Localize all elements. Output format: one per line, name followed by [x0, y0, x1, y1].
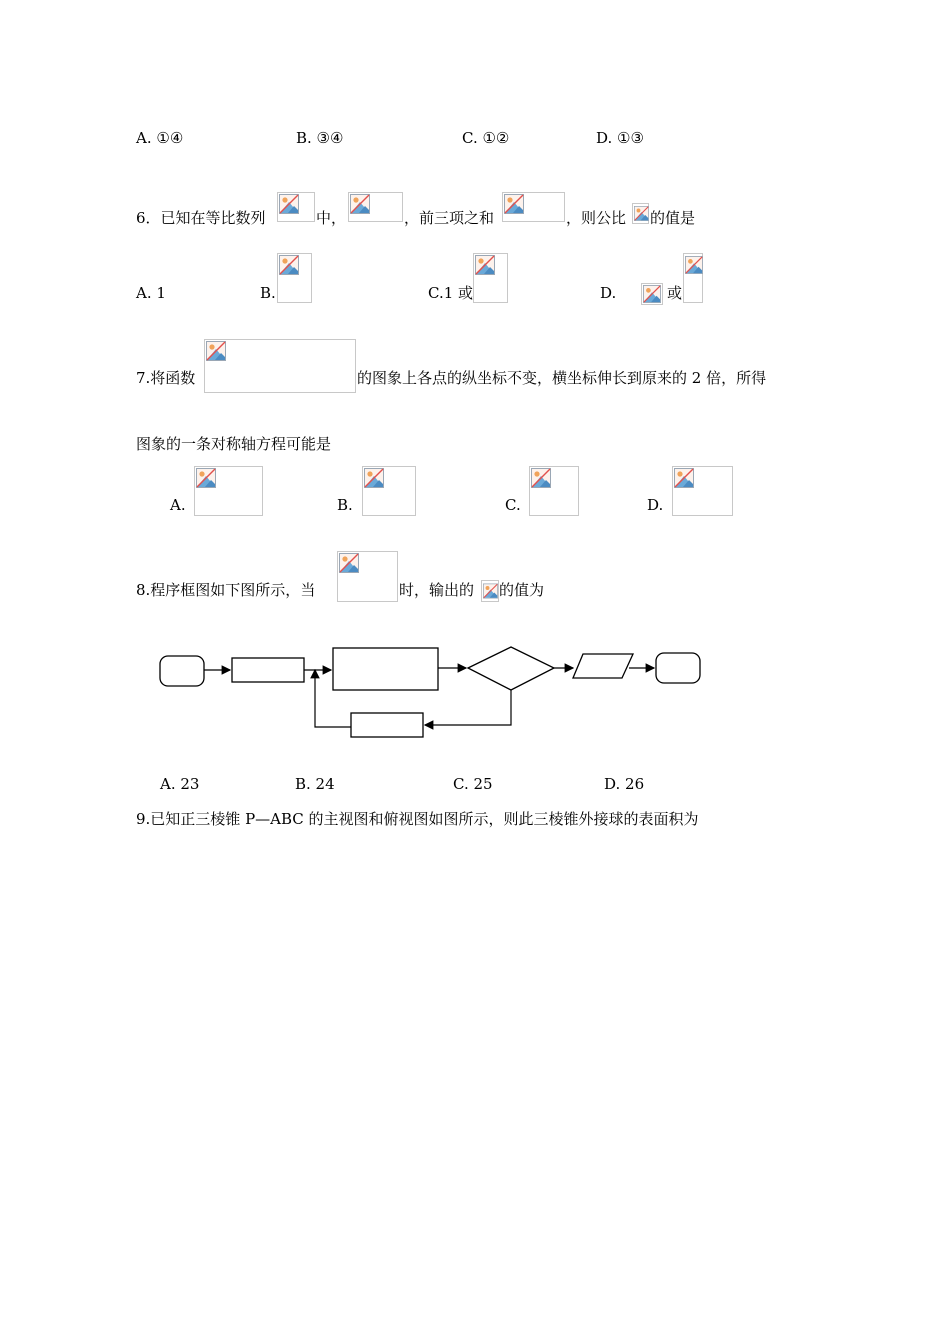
q7-option-a: A.: [170, 496, 186, 514]
q6-stem-part1: 6．已知在等比数列: [136, 209, 266, 227]
broken-image-icon: [364, 468, 384, 488]
q6-option-c: C.1 或: [428, 284, 474, 302]
q8-stem-part2: 时，输出的: [399, 581, 475, 599]
q6-option-d-or: 或: [667, 284, 683, 302]
q8-option-a: A. 23: [160, 775, 200, 793]
flow-init-box: [232, 658, 304, 682]
q5-option-a: A. ①④: [136, 129, 184, 147]
q7-option-c: C.: [505, 496, 521, 514]
flow-end-terminal: [656, 653, 700, 683]
broken-image-icon: [504, 194, 524, 214]
q7-formula-function: [204, 339, 356, 393]
q7-option-c-formula: [529, 466, 579, 516]
q7-stem-prefix: 7.将函数: [136, 369, 196, 387]
flow-loop-line: [425, 690, 511, 725]
flow-start-terminal: [160, 656, 204, 686]
q8-option-c: C. 25: [453, 775, 493, 793]
broken-image-icon: [339, 553, 359, 573]
q6-formula-given: [348, 192, 403, 222]
broken-image-icon: [643, 285, 661, 303]
q8-option-b: B. 24: [295, 775, 335, 793]
q8-stem-part3: 的值为: [499, 581, 545, 599]
q6-option-d: D.: [600, 284, 617, 302]
q7-option-b-formula: [362, 466, 416, 516]
q5-option-c: C. ①②: [462, 129, 510, 147]
q9-stem: 9.已知正三棱锥 P—ABC 的主视图和俯视图如图所示，则此三棱锥外接球的表面积为: [136, 810, 699, 828]
q7-stem-suffix: 的图象上各点的纵坐标不变，横坐标伸长到原来的 2 倍，所得: [357, 369, 767, 387]
q6-option-b: B.: [260, 284, 276, 302]
q6-option-d-formula1: [641, 283, 663, 305]
broken-image-icon: [279, 255, 299, 275]
flow-output-parallelogram: [573, 654, 633, 678]
q7-stem-line2: 图象的一条对称轴方程可能是: [136, 435, 332, 453]
q6-option-d-formula2: [683, 253, 703, 303]
broken-image-icon: [531, 468, 551, 488]
q6-formula-q: [632, 203, 649, 224]
q6-option-b-formula: [277, 253, 312, 303]
flow-process-box: [333, 648, 438, 690]
broken-image-icon: [685, 255, 703, 275]
q7-option-d-formula: [672, 466, 733, 516]
broken-image-icon: [634, 205, 649, 222]
q6-stem-part5: 的值是: [650, 209, 696, 227]
broken-image-icon: [206, 341, 226, 361]
q7-option-d: D.: [647, 496, 664, 514]
q7-option-b: B.: [337, 496, 353, 514]
q5-option-d: D. ①③: [596, 129, 644, 147]
q6-stem-part4: ，则公比: [566, 209, 627, 227]
q5-option-b: B. ③④: [296, 129, 344, 147]
program-flowchart: [155, 640, 715, 745]
q8-formula-output-var: [481, 580, 499, 602]
q8-stem-part1: 8.程序框图如下图所示，当: [136, 581, 316, 599]
flow-loop-box: [351, 713, 423, 737]
flow-decision-diamond: [468, 647, 554, 690]
broken-image-icon: [674, 468, 694, 488]
q6-formula-sequence: [277, 192, 315, 222]
q6-stem-part2: 中，: [316, 209, 347, 227]
q6-stem-part3: ，前三项之和: [404, 209, 495, 227]
broken-image-icon: [483, 582, 498, 600]
q8-formula-condition: [337, 551, 398, 602]
broken-image-icon: [196, 468, 216, 488]
broken-image-icon: [279, 194, 299, 214]
q6-option-c-formula: [473, 253, 508, 303]
q8-option-d: D. 26: [604, 775, 645, 793]
q7-option-a-formula: [194, 466, 263, 516]
broken-image-icon: [350, 194, 370, 214]
q6-option-a: A. 1: [136, 284, 166, 302]
q6-formula-sum: [502, 192, 565, 222]
broken-image-icon: [475, 255, 495, 275]
